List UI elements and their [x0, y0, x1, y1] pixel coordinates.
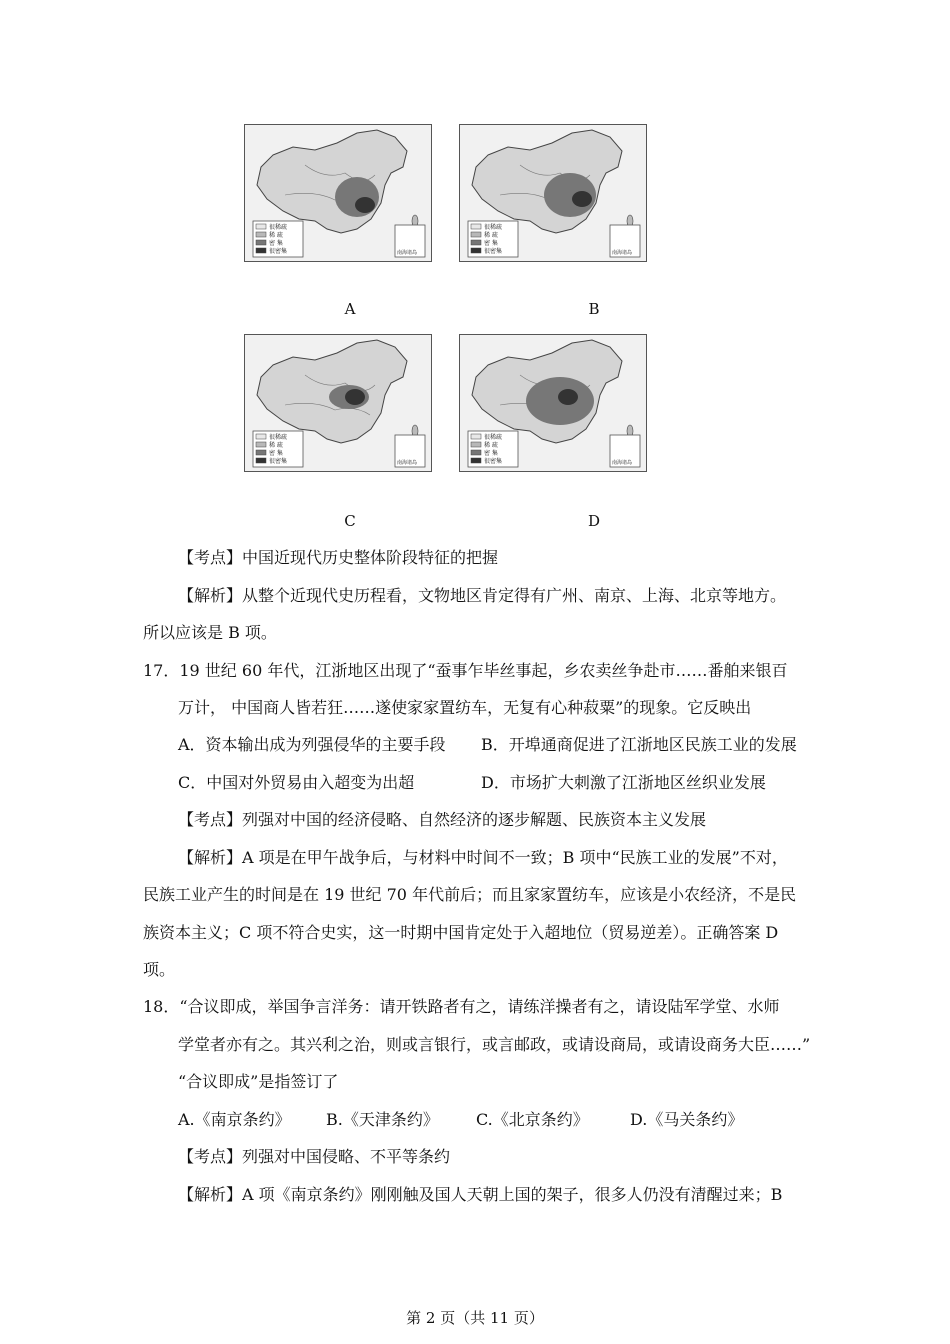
svg-text:很密集: 很密集 [484, 248, 503, 255]
map-b [459, 124, 647, 262]
q17-jiexi-4: 项。 [143, 960, 176, 979]
q16-jiexi-1: 【解析】从整个近现代史历程看，文物地区肯定得有广州、南京、上海、北京等地方。 [178, 586, 787, 605]
svg-text:很密集: 很密集 [484, 458, 503, 465]
map-label-b: B [588, 300, 600, 318]
q17-jiexi-2: 民族工业产生的时间是在 19 世纪 70 年代前后；而且家家置纺车，应该是小农经济，不是民 [143, 885, 797, 904]
map-c [244, 334, 432, 472]
svg-text:南海诸岛: 南海诸岛 [612, 460, 633, 466]
q17-option-d: D．市场扩大刺激了江浙地区丝织业发展 [481, 773, 766, 792]
q17-option-c: C．中国对外贸易由入超变为出超 [178, 773, 415, 792]
svg-text:很密集: 很密集 [269, 248, 288, 255]
q18-kaodian: 【考点】列强对中国侵略、不平等条约 [178, 1147, 451, 1166]
q17-kaodian: 【考点】列强对中国的经济侵略、自然经济的逐步解题、民族资本主义发展 [178, 810, 707, 829]
svg-text:密 集: 密 集 [484, 450, 498, 457]
map-label-c: C [344, 512, 356, 530]
q17-jiexi-3: 族资本主义；C 项不符合史实，这一时期中国肯定处于入超地位（贸易逆差）。正确答案 D [143, 923, 779, 942]
svg-text:稀 疏: 稀 疏 [269, 232, 283, 239]
q17-option-b: B．开埠通商促进了江浙地区民族工业的发展 [481, 735, 797, 754]
q16-jiexi-2: 所以应该是 B 项。 [143, 623, 277, 642]
svg-text:南海诸岛: 南海诸岛 [397, 250, 418, 256]
map-d [459, 334, 647, 472]
svg-text:很密集: 很密集 [269, 458, 288, 465]
q18-stem-2: 学堂者亦有之。其兴利之治，则或言银行，或言邮政，或请设商局，或请设商务大臣……” [178, 1035, 811, 1054]
svg-text:南海诸岛: 南海诸岛 [612, 250, 633, 256]
svg-text:很稀疏: 很稀疏 [484, 224, 503, 231]
q18-stem-1: 18．“合议即成，举国争言洋务：请开铁路者有之，请练洋操者有之，请设陆军学堂、水师 [143, 997, 780, 1016]
china-outline [472, 130, 622, 233]
svg-text:稀 疏: 稀 疏 [269, 442, 283, 449]
q18-option-a: A.《南京条约》 [178, 1110, 291, 1129]
q16-kaodian: 【考点】中国近现代历史整体阶段特征的把握 [178, 548, 499, 567]
svg-text:密 集: 密 集 [484, 240, 498, 247]
svg-text:很稀疏: 很稀疏 [484, 434, 503, 441]
map-label-a: A [344, 300, 356, 318]
svg-text:很稀疏: 很稀疏 [269, 434, 288, 441]
q17-jiexi-1: 【解析】A 项是在甲午战争后，与材料中时间不一致；B 项中“民族工业的发展”不对， [178, 848, 788, 867]
q18-stem-3: “合议即成”是指签订了 [178, 1072, 339, 1091]
q18-option-d: D.《马关条约》 [630, 1110, 744, 1129]
map-label-d: D [587, 512, 601, 530]
q18-jiexi-1: 【解析】A 项《南京条约》刚刚触及国人天朝上国的架子，很多人仍没有清醒过来；B [178, 1185, 783, 1204]
svg-text:稀 疏: 稀 疏 [484, 232, 498, 239]
china-outline [257, 130, 407, 233]
q18-option-b: B.《天津条约》 [326, 1110, 439, 1129]
svg-text:南海诸岛: 南海诸岛 [397, 460, 418, 466]
svg-text:密 集: 密 集 [269, 240, 283, 247]
map-a [244, 124, 432, 262]
q17-stem-2: 万计， 中国商人皆若狂……遂使家家置纺车，无复有心种菽粟”的现象。它反映出 [178, 698, 752, 717]
q17-option-a: A．资本输出成为列强侵华的主要手段 [178, 735, 446, 754]
q17-stem-1: 17．19 世纪 60 年代，江浙地区出现了“蚕事乍毕丝事起，乡农卖丝争赴市……番舶来银百 [143, 661, 788, 680]
svg-text:密 集: 密 集 [269, 450, 283, 457]
q18-option-c: C.《北京条约》 [476, 1110, 589, 1129]
svg-text:稀 疏: 稀 疏 [484, 442, 498, 449]
page-footer: 第 2 页（共 11 页） [406, 1309, 544, 1327]
svg-text:很稀疏: 很稀疏 [269, 224, 288, 231]
